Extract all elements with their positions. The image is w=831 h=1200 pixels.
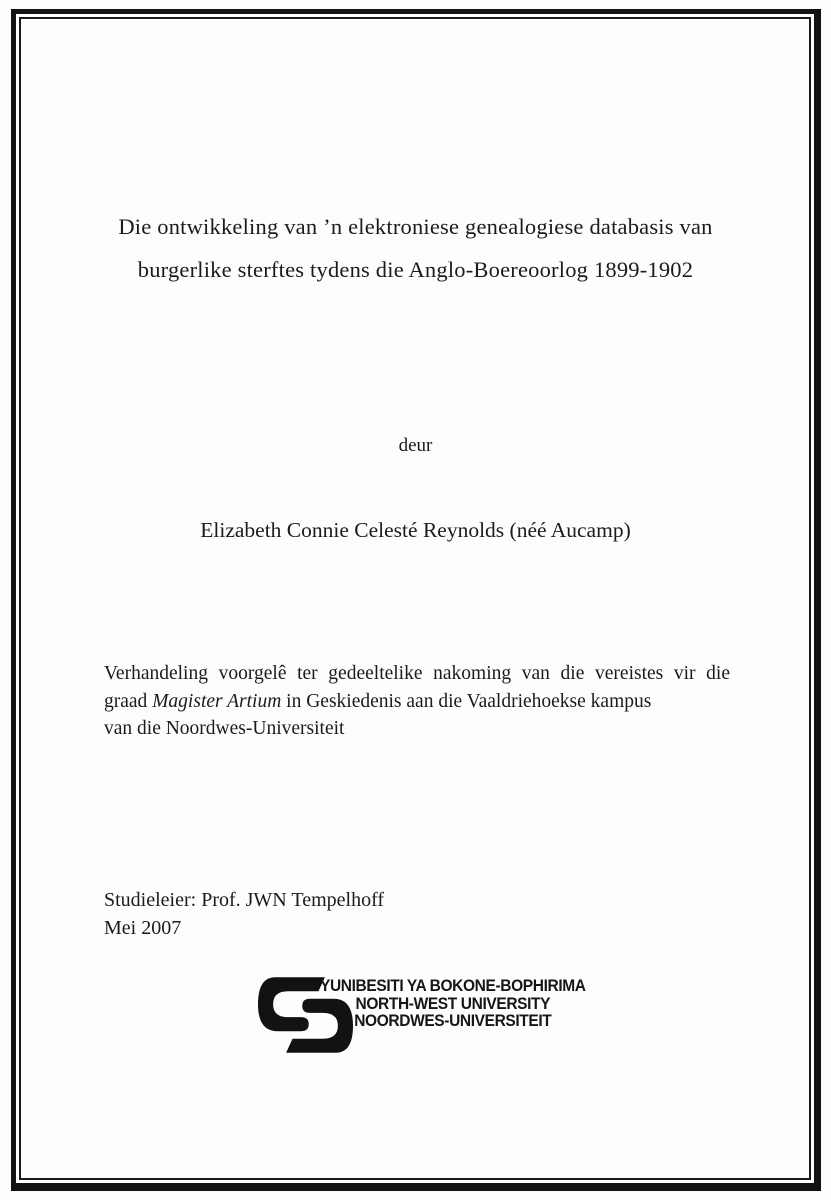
- title-line-1: Die ontwikkeling van ’n elektroniese genealogiese databasis van: [118, 214, 713, 239]
- author-name: Elizabeth Connie Celesté Reynolds (néé Aucamp): [200, 518, 631, 542]
- statement-line-1: Verhandeling voorgelê ter gedeeltelike nakoming van die vereistes vir die: [104, 663, 730, 684]
- submission-statement: [104, 660, 730, 743]
- statement-line-3: van die Noordwes-Universiteit: [104, 718, 345, 739]
- university-logo: [258, 975, 658, 1055]
- statement-degree-prefix: graad: [104, 690, 148, 712]
- degree-name-italic: Magister Artium: [152, 690, 282, 712]
- title-line-2: burgerlike sterftes tydens die Anglo-Boereoorlog 1899-1902: [137, 257, 694, 282]
- logo-line-english: NORTH-WEST UNIVERSITY: [355, 994, 551, 1013]
- logo-line-setswana: YUNIBESITI YA BOKONE-BOPHIRIMA: [320, 977, 586, 995]
- byline-deur: deur: [398, 435, 433, 456]
- logo-line-afrikaans: NOORDWES-UNIVERSITEIT: [354, 1012, 552, 1030]
- statement-degree-suffix: in Geskiedenis aan die Vaaldriehoekse kampus: [286, 690, 652, 712]
- date-line: Mei 2007: [104, 917, 182, 939]
- university-logo-text: [320, 978, 586, 1031]
- statement-line-2: [104, 688, 730, 716]
- supervisor-block: [104, 886, 384, 942]
- supervisor-line: Studieleier: Prof. JWN Tempelhoff: [104, 889, 385, 911]
- thesis-title: [0, 205, 831, 291]
